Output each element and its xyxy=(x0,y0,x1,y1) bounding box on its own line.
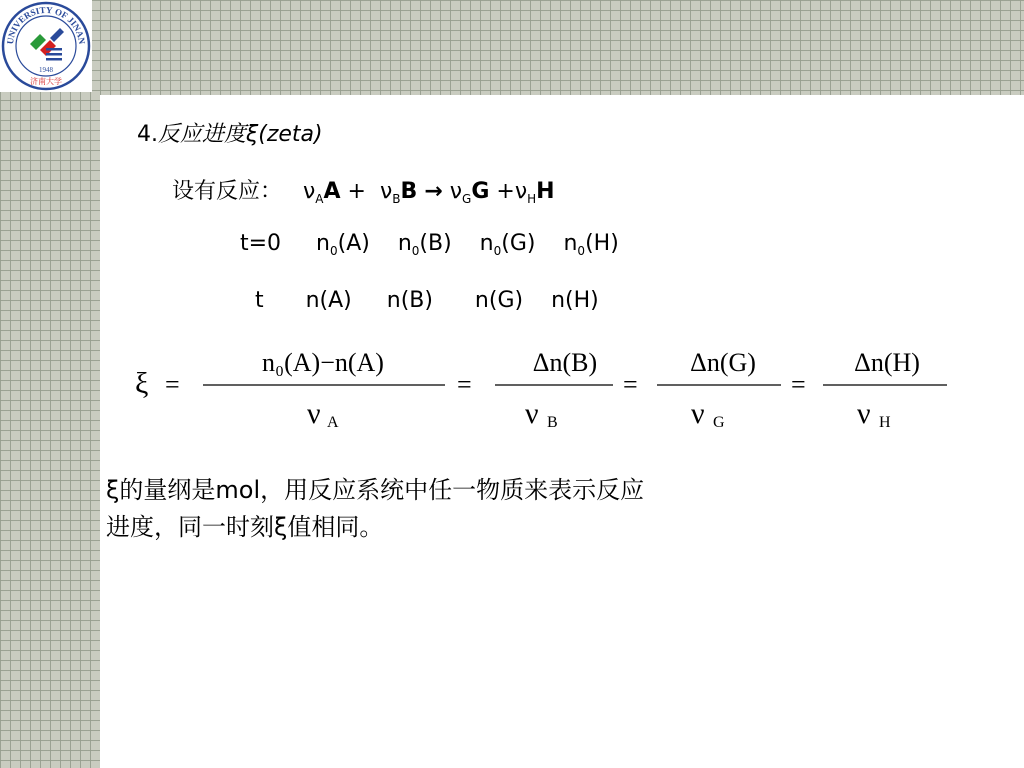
explanation-line-1: ξ的量纲是mol，用反应系统中任一物质来表示反应 xyxy=(106,476,645,504)
nu-b: ν xyxy=(379,179,393,204)
fraction-3-sub: G xyxy=(713,414,725,431)
logo-ring-text: UNIVERSITY OF JINAN xyxy=(4,4,88,45)
fraction-1-sub: A xyxy=(327,414,339,431)
n-h: n(H) xyxy=(551,288,599,313)
initial-amounts-row xyxy=(240,231,619,258)
nu-h: ν xyxy=(514,179,528,204)
logo-year: 1948 xyxy=(39,66,53,74)
plus-1: + xyxy=(347,179,366,204)
formula-eq-2: = xyxy=(457,370,472,399)
formula-xi: ξ xyxy=(135,367,149,400)
heading-title: 反应进度ξ(zeta) xyxy=(158,122,323,147)
plus-2: + xyxy=(496,179,515,204)
nu-a: ν xyxy=(303,179,316,204)
fraction-2-numerator: Δn(B) xyxy=(532,348,598,377)
fraction-3-numerator: Δn(G) xyxy=(690,348,756,377)
fraction-1-numerator: n₀(A)−n(A) xyxy=(262,348,384,377)
heading-number: 4. xyxy=(137,122,158,147)
species-g: G xyxy=(471,179,490,204)
arrow-icon: → xyxy=(424,179,443,204)
extent-of-reaction-formula xyxy=(135,335,955,435)
nu-b-sub: B xyxy=(392,192,401,206)
logo-calligraphy: 济南大学 xyxy=(30,77,62,86)
reaction-label: 设有反应： xyxy=(172,179,283,204)
nu-g: ν xyxy=(449,179,463,204)
fraction-4-numerator: Δn(H) xyxy=(854,348,920,377)
nu-h-sub: H xyxy=(527,192,537,206)
fraction-1-nu: ν xyxy=(307,397,321,430)
n0-h: $n_0(H)$ xyxy=(563,231,619,258)
species-a: A xyxy=(323,179,341,204)
time-t: t xyxy=(255,288,264,313)
fraction-3-nu: ν xyxy=(691,397,705,430)
n-a: n(A) xyxy=(305,288,352,313)
section-heading xyxy=(137,117,323,148)
fraction-2-nu: ν xyxy=(525,397,539,430)
explanation-line-2: 进度，同一时刻ξ值相同。 xyxy=(106,513,384,541)
n-b: n(B) xyxy=(386,288,433,313)
species-b: B xyxy=(400,179,418,204)
explanation-paragraph xyxy=(106,472,926,546)
university-logo xyxy=(0,0,92,92)
n0-g: $n_0(G)$ xyxy=(479,231,536,258)
time-initial: t=0 xyxy=(240,231,282,256)
reaction-equation xyxy=(172,174,555,206)
nu-g-sub: G xyxy=(462,192,472,206)
formula-eq-4: = xyxy=(791,370,806,399)
n0-a: $n_0(A)$ xyxy=(316,231,370,258)
formula-eq-3: = xyxy=(623,370,638,399)
n0-b: $n_0(B)$ xyxy=(397,231,452,258)
time-t-amounts-row xyxy=(255,288,599,313)
university-seal-icon xyxy=(0,0,92,92)
n-g: n(G) xyxy=(474,288,524,313)
nu-a-sub: A xyxy=(315,192,324,206)
fraction-2-sub: B xyxy=(547,414,558,431)
formula-eq-1: = xyxy=(165,370,180,399)
fraction-4-nu: ν xyxy=(857,397,871,430)
fraction-4-sub: H xyxy=(879,414,891,431)
species-h: H xyxy=(536,179,555,204)
